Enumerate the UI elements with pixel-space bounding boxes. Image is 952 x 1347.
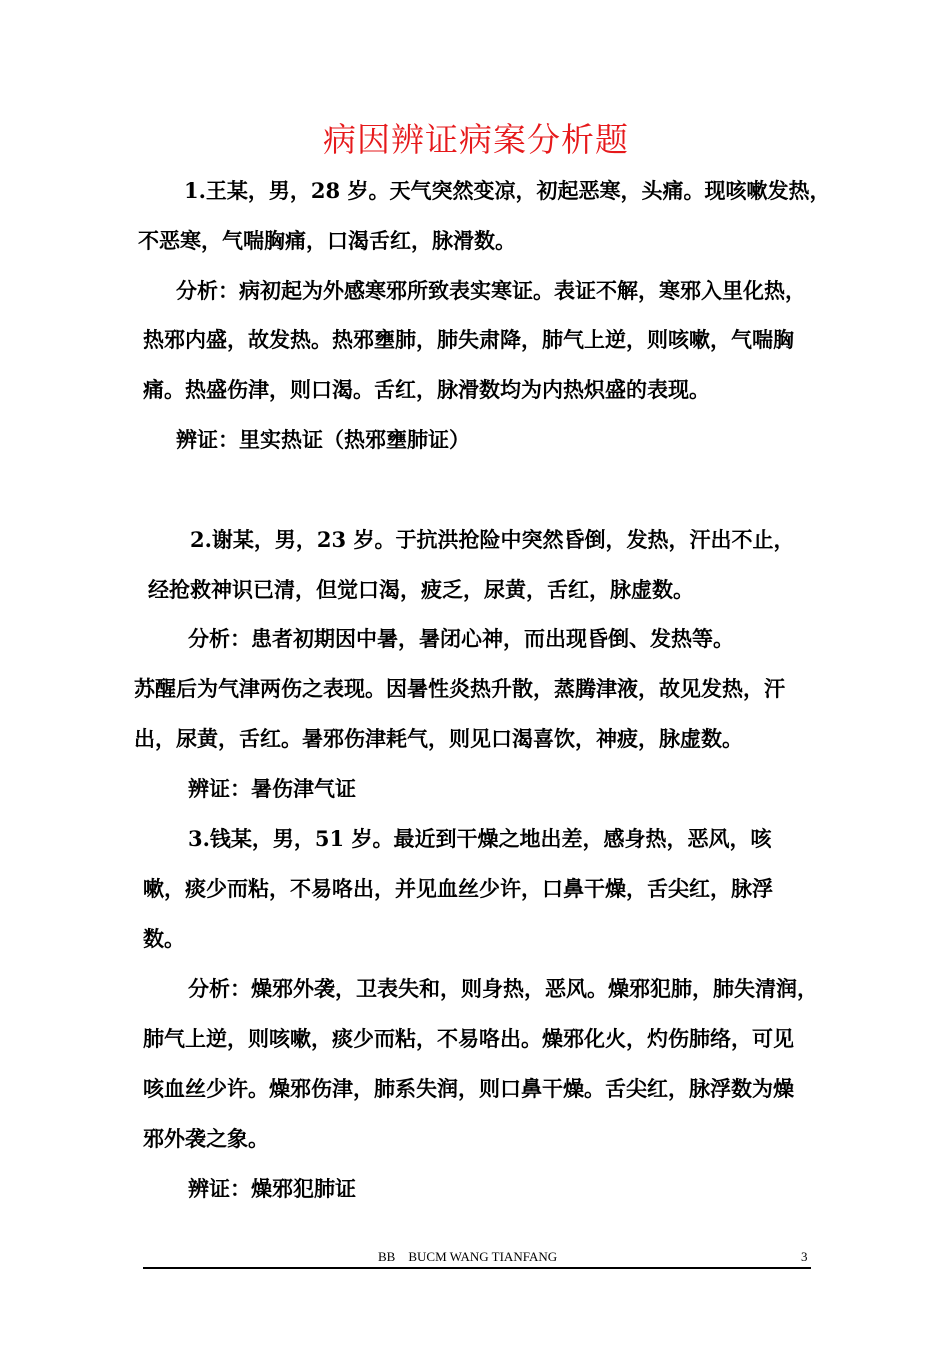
text-line: 热邪内盛，故发热。热邪壅肺，肺失肃降，肺气上逆，则咳嗽，气喘胸 [143,327,794,352]
text-line: 辨证：燥邪犯肺证 [188,1176,356,1201]
text-line: 嗽，痰少而粘，不易咯出，并见血丝少许，口鼻干燥，舌尖红，脉浮 [143,876,773,901]
text-line: 出，尿黄，舌红。暑邪伤津耗气，则见口渴喜饮，神疲，脉虚数。 [134,726,743,751]
text-line: 分析：燥邪外袭，卫表失和，则身热，恶风。燥邪犯肺，肺失清润， [188,976,818,1001]
text-line: 邪外袭之象。 [143,1126,269,1151]
text-line: 辨证：里实热证（热邪壅肺证） [176,427,470,452]
text-line: 不恶寒，气喘胸痛，口渴舌红，脉滑数。 [138,228,516,253]
text-line: 经抢救神识已清，但觉口渴，疲乏，尿黄，舌红，脉虚数。 [148,577,694,602]
text-line: 辨证：暑伤津气证 [188,776,356,801]
footer-rule [143,1267,811,1269]
text-line: 2.谢某，男，23 岁。于抗洪抢险中突然昏倒，发热，汗出不止， [190,527,795,552]
footer-text: BB BUCM WANG TIANFANG [378,1249,558,1264]
text-line: 苏醒后为气津两伤之表现。因暑性炎热升散，蒸腾津液，故见发热，汗 [134,676,785,701]
text-line: 肺气上逆，则咳嗽，痰少而粘，不易咯出。燥邪化火，灼伤肺络，可见 [143,1026,794,1051]
page-title: 病因辨证病案分析题 [323,120,629,159]
text-line: 数。 [143,926,185,951]
text-line: 1.王某，男，28 岁。天气突然变凉，初起恶寒，头痛。现咳嗽发热， [184,178,831,203]
text-line: 分析：患者初期因中暑，暑闭心神，而出现昏倒、发热等。 [188,626,734,651]
text-line: 痛。热盛伤津，则口渴。舌红，脉滑数均为内热炽盛的表现。 [143,377,710,402]
text-line: 分析：病初起为外感寒邪所致表实寒证。表证不解，寒邪入里化热， [176,278,806,303]
text-line: 咳血丝少许。燥邪伤津，肺系失润，则口鼻干燥。舌尖红，脉浮数为燥 [143,1076,794,1101]
text-line: 3.钱某，男，51 岁。最近到干燥之地出差，感身热，恶风，咳 [188,826,772,851]
page-number: 3 [801,1249,808,1264]
